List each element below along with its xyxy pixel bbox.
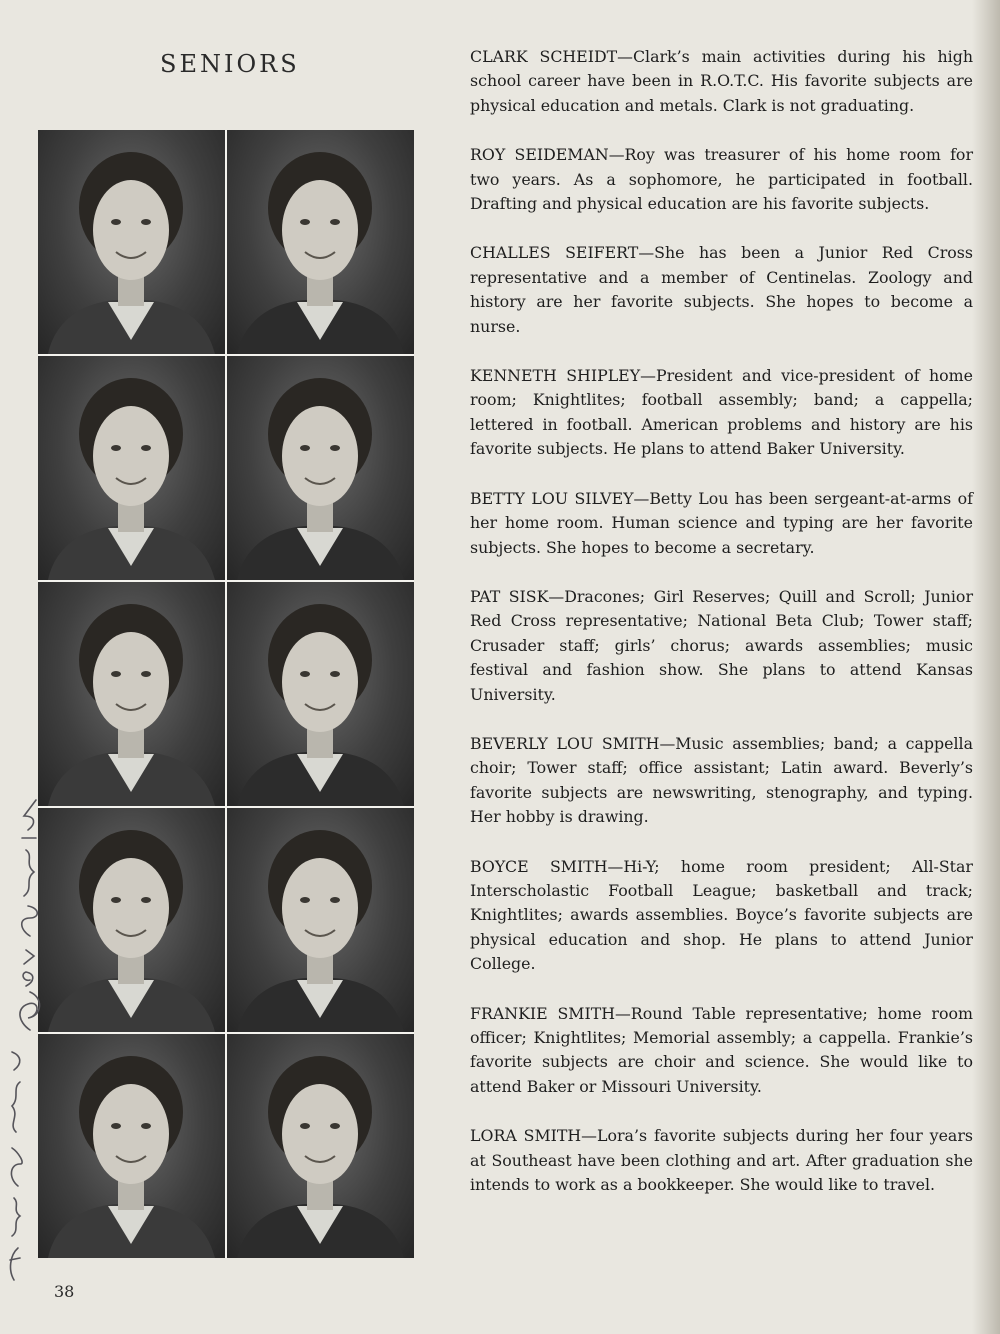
bio-paragraph: KENNETH SHIPLEY—President and vice-president of home room; Knightlites; football assembly; band; a cappella; lettered in football. American problems and history are his favorite subjects. He plans to attend Baker University.	[470, 366, 973, 459]
portrait-illustration	[227, 582, 414, 806]
bio-paragraph: CHALLES SEIFERT—She has been a Junior Red Cross representative and a member of Centinelas. Zoology and history are her favorite subjects. She hopes to become a nurse.	[470, 243, 973, 336]
bio-paragraph: BOYCE SMITH—Hi-Y; home room president; All-Star Interscholastic Football League; basketball and track; Knightlites; awards assemblies. Boyce’s favorite subjects are physical education and shop. He plans to attend Junior College.	[470, 856, 973, 974]
portrait-photo	[227, 1034, 414, 1258]
portrait-photo	[227, 356, 414, 580]
portrait-illustration	[38, 808, 225, 1032]
portrait-illustration	[227, 356, 414, 580]
portrait-photo	[227, 582, 414, 806]
senior-bios	[470, 45, 973, 1222]
bio-paragraph: BETTY LOU SILVEY—Betty Lou has been sergeant-at-arms of her home room. Human science and typing are her favorite subjects. She hopes to become a secretary.	[470, 488, 973, 557]
portrait-illustration	[38, 1034, 225, 1258]
portrait-illustration	[38, 356, 225, 580]
portrait-illustration	[227, 808, 414, 1032]
bio-paragraph: PAT SISK—Dracones; Girl Reserves; Quill and Scroll; Junior Red Cross representative; National Beta Club; Tower staff; Crusader staff; girls’ chorus; awards assemblies; music festival and fashion show. She plans to attend Kansas University.	[470, 586, 973, 704]
portrait-illustration	[227, 1034, 414, 1258]
bio-paragraph: CLARK SCHEIDT—Clark’s main activities during his high school career have been in R.O.T.C. His favorite subjects are physical education and metals. Clark is not graduating.	[470, 47, 973, 115]
bio-paragraph: FRANKIE SMITH—Round Table representative; home room officer; Knightlites; Memorial assembly; a cappella. Frankie’s favorite subjects are choir and science. She would like to attend Baker or Missouri University.	[470, 1003, 973, 1096]
portrait-photo	[227, 130, 414, 354]
portrait-photo	[38, 130, 225, 354]
page-binding-shadow	[972, 0, 1000, 1334]
bio-paragraph: LORA SMITH—Lora’s favorite subjects during her four years at Southeast have been clothing and art. After graduation she intends to work as a bookkeeper. She would like to travel.	[470, 1126, 973, 1195]
portrait-photo	[38, 356, 225, 580]
portrait-photo	[38, 808, 225, 1032]
portrait-illustration	[227, 130, 414, 354]
portrait-photo	[38, 1034, 225, 1258]
portrait-photo	[227, 808, 414, 1032]
portrait-illustration	[38, 130, 225, 354]
portrait-grid	[38, 130, 414, 1258]
portrait-illustration	[38, 582, 225, 806]
portrait-photo	[38, 582, 225, 806]
page-number: 38	[54, 1282, 75, 1301]
page-heading: SENIORS	[160, 50, 300, 78]
handwritten-signature	[0, 760, 60, 1300]
bio-paragraph: BEVERLY LOU SMITH—Music assemblies; band; a cappella choir; Tower staff; office assistant; Latin award. Beverly’s favorite subjects are newswriting, stenography, and typing. Her hobby is drawing.	[470, 733, 973, 827]
bio-paragraph: ROY SEIDEMAN—Roy was treasurer of his home room for two years. As a sophomore, he participated in football. Drafting and physical education are his favorite subjects.	[470, 145, 973, 214]
